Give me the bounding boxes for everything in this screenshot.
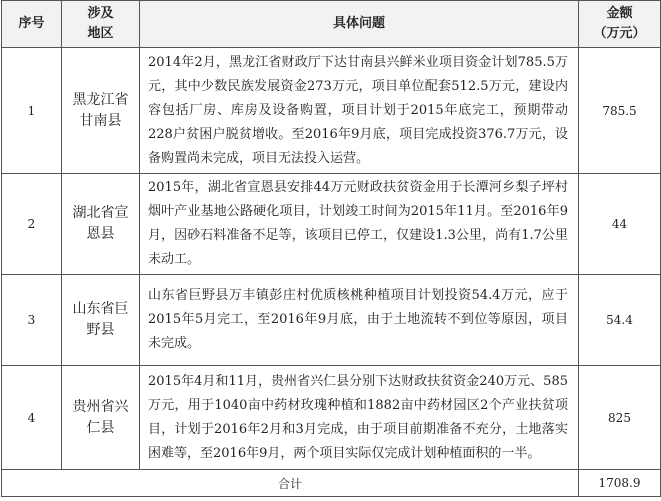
header-row [2, 1, 661, 48]
row-amount: 54.4 [579, 275, 661, 366]
row-index: 1 [2, 48, 62, 174]
table-row [2, 275, 661, 366]
row-amount: 825 [579, 366, 661, 470]
header-index: 序号 [2, 1, 62, 48]
total-amount: 1708.9 [579, 470, 661, 497]
table-row [2, 174, 661, 275]
funding-issues-table [1, 0, 661, 497]
header-region [62, 1, 140, 48]
header-region-line1: 涉及 [87, 6, 114, 21]
header-region-line2: 地区 [87, 26, 114, 41]
total-row [2, 470, 661, 497]
table-row [2, 366, 661, 470]
row-region-line2: 恩县 [86, 226, 115, 242]
row-issue: 2015年4月和11月，贵州省兴仁县分别下达财政扶贫资金240万元、585万元，用于1040亩中药材玫瑰种植和1882亩中药材园区2个产业扶贫项目，计划于2016年2月和3月完成，由于项目前期准备不充分，土地落实困难等，至2016年9月，两个项目实际仅完成计划种植面积的一半。 [140, 366, 579, 470]
header-issue: 具体问题 [140, 1, 579, 48]
row-issue: 2014年2月，黑龙江省财政厅下达甘南县兴鲜米业项目资金计划785.5万元，其中少数民族发展资金273万元，项目单位配套512.5万元，建设内容包括厂房、库房及设备购置，项目计划于2015年底完工，预期带动228户贫困户脱贫增收。至2016年9月底，项目完成投资376.7万元，设备购置尚未完成，项目无法投入运营。 [140, 48, 579, 174]
table-row [2, 48, 661, 174]
row-index: 4 [2, 366, 62, 470]
row-region [62, 48, 140, 174]
row-region-line1: 山东省巨 [72, 301, 129, 317]
row-issue: 山东省巨野县万丰镇彭庄村优质核桃种植项目计划投资54.4万元，应于2015年5月完工，至2016年9月底，由于土地流转不到位等原因，项目未完成。 [140, 275, 579, 366]
row-region-line2: 野县 [86, 322, 115, 338]
row-index: 2 [2, 174, 62, 275]
row-amount: 44 [579, 174, 661, 275]
total-label: 合计 [2, 470, 579, 497]
header-amount-line2: （万元） [593, 26, 646, 41]
row-issue: 2015年，湖北省宣恩县安排44万元财政扶贫资金用于长潭河乡梨子坪村烟叶产业基地公路硬化项目，计划竣工时间为2015年11月。至2016年9月，因砂石料准备不足等，该项目已停工，仅建设1.3公里，尚有1.7公里未动工。 [140, 174, 579, 275]
row-region [62, 366, 140, 470]
row-region [62, 275, 140, 366]
row-region-line2: 甘南县 [79, 112, 122, 129]
row-amount: 785.5 [579, 48, 661, 174]
header-amount-line1: 金额 [606, 6, 633, 21]
row-region-line2: 仁县 [86, 419, 115, 436]
row-index: 3 [2, 275, 62, 366]
row-region-line1: 贵州省兴 [72, 398, 129, 415]
row-region-line1: 黑龙江省 [72, 91, 129, 108]
row-region-line1: 湖北省宣 [72, 205, 129, 221]
row-region [62, 174, 140, 275]
header-amount [579, 1, 661, 48]
